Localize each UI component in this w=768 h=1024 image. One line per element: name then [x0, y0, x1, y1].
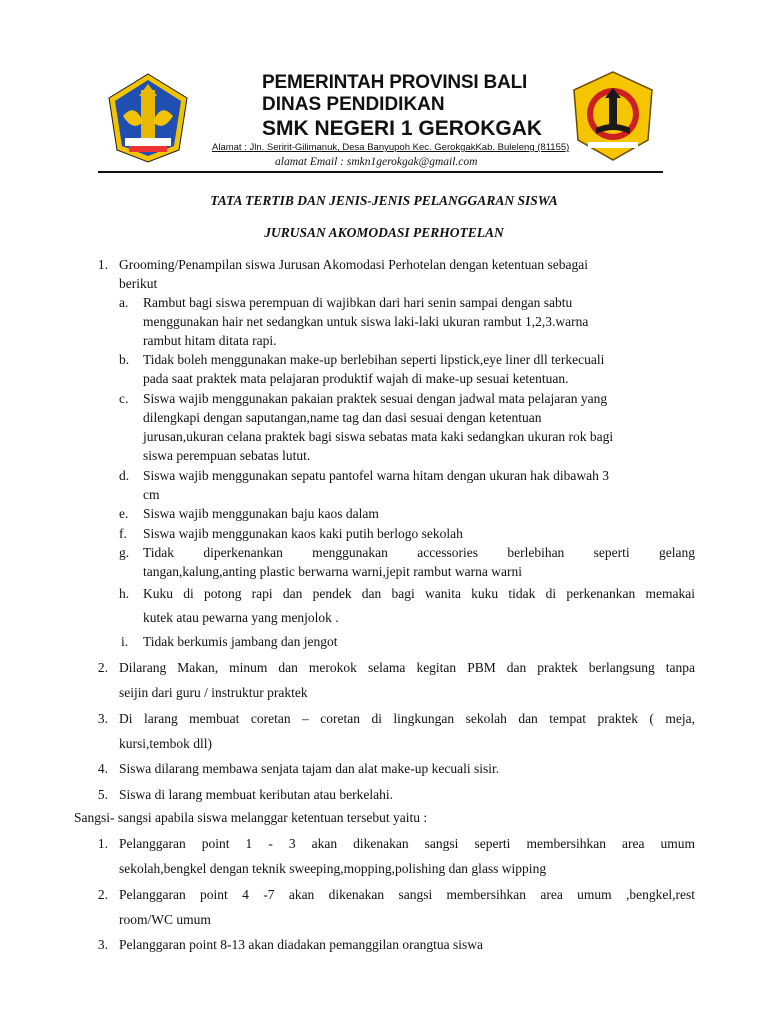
- sub-item-text: pada saat praktek mata pelajaran produktif wajah di make-up sesuai ketentuan.: [143, 371, 569, 386]
- sanction-text: Pelanggaran point 8-13 akan diadakan pemanggilan orangtua siswa: [119, 937, 484, 952]
- list-number: 2.: [97, 660, 108, 675]
- sub-label: f.: [119, 526, 127, 541]
- sub-item-text: Tidak diperkenankan menggunakan accessories berlebihan seperti gelang: [143, 545, 695, 560]
- sanction-text: Pelanggaran point 4 -7 akan dikenakan sangsi membersihkan area umum ,bengkel,rest: [119, 887, 695, 902]
- sub-item-text: Kuku di potong rapi dan pendek dan bagi wanita kuku tidak di perkenankan memakai: [143, 586, 695, 601]
- sanction-number: 2.: [97, 887, 108, 902]
- sub-item-text: Tidak berkumis jambang dan jengot: [143, 634, 338, 649]
- sanction-intro: Sangsi- sangsi apabila siswa melanggar ketentuan tersebut yaitu :: [74, 810, 428, 825]
- sanction-number: 3.: [97, 937, 108, 952]
- sub-label: i.: [121, 634, 129, 649]
- list-item-text: Siswa dilarang membawa senjata tajam dan alat make-up kecuali sisir.: [119, 761, 500, 776]
- sub-item-text: cm: [143, 487, 160, 502]
- letterhead-line3: SMK NEGERI 1 GEROKGAK: [262, 117, 543, 140]
- sub-label: c.: [119, 391, 129, 406]
- letterhead: [212, 72, 572, 170]
- sub-label: a.: [119, 295, 129, 310]
- letterhead-line1: PEMERINTAH PROVINSI BALI: [262, 72, 528, 93]
- list-number: 1.: [97, 257, 108, 272]
- document-subtitle: JURUSAN AKOMODASI PERHOTELAN: [264, 225, 504, 240]
- sanction-text: sekolah,bengkel dengan teknik sweeping,mopping,polishing dan glass wipping: [119, 861, 547, 876]
- list-item-text: Siswa di larang membuat keributan atau berkelahi.: [119, 787, 394, 802]
- sub-label: g.: [119, 545, 130, 560]
- list-number: 3.: [97, 711, 108, 726]
- sub-item-text: siswa perempuan sebatas lutut.: [143, 448, 311, 463]
- bali-province-crest-icon: [105, 72, 191, 164]
- list-number: 5.: [97, 787, 108, 802]
- sub-item-text: Tidak boleh menggunakan make-up berlebihan seperti lipstick,eye liner dll terkecuali: [143, 352, 605, 367]
- list-item-text: Grooming/Penampilan siswa Jurusan Akomodasi Perhotelan dengan ketentuan sebagai: [119, 257, 589, 272]
- sanction-text: Pelanggaran point 1 - 3 akan dikenakan sangsi seperti membersihkan area umum: [119, 836, 695, 851]
- list-item-text: kursi,tembok dll): [119, 736, 212, 751]
- sub-item-text: menggunakan hair net sedangkan untuk siswa laki-laki ukuran rambut 1,2,3.warna: [143, 314, 589, 329]
- sub-item-text: kutek atau pewarna yang menjolok .: [143, 610, 339, 625]
- school-crest-icon: [568, 70, 658, 162]
- sub-item-text: Siswa wajib menggunakan baju kaos dalam: [143, 506, 379, 521]
- list-item-text: berikut: [119, 276, 158, 291]
- document-title: TATA TERTIB DAN JENIS-JENIS PELANGGARAN SISWA: [210, 193, 558, 208]
- list-item-text: Di larang membuat coretan – coretan di lingkungan sekolah dan tempat praktek ( meja,: [119, 711, 695, 726]
- list-number: 4.: [97, 761, 108, 776]
- sub-item-text: dilengkapi dengan saputangan,name tag dan dasi sesuai dengan ketentuan: [143, 410, 542, 425]
- sanction-text: room/WC umum: [119, 912, 211, 927]
- sanction-number: 1.: [97, 836, 108, 851]
- sub-item-text: jurusan,ukuran celana praktek bagi siswa sebatas mata kaki sedangkan ukuran rok bagi: [143, 429, 614, 444]
- list-item-text: seijin dari guru / instruktur praktek: [119, 685, 308, 700]
- list-item-text: Dilarang Makan, minum dan merokok selama kegitan PBM dan praktek berlangsung tanpa: [119, 660, 695, 675]
- sub-item-text: Siswa wajib menggunakan sepatu pantofel warna hitam dengan ukuran hak dibawah 3: [143, 468, 609, 483]
- sub-label: h.: [119, 586, 130, 601]
- letterhead-address: Alamat : Jln. Seririt-Gilimanuk, Desa Banyupoh Kec. GerokgakKab. Buleleng (81155): [212, 142, 570, 153]
- letterhead-rule: [98, 171, 663, 173]
- sub-item-text: Rambut bagi siswa perempuan di wajibkan dari hari senin sampai dengan sabtu: [143, 295, 573, 310]
- sub-item-text: rambut hitam ditata rapi.: [143, 333, 277, 348]
- sub-item-text: Siswa wajib menggunakan kaos kaki putih berlogo sekolah: [143, 526, 463, 541]
- sub-item-text: Siswa wajib menggunakan pakaian praktek sesuai dengan jadwal mata pelajaran yang: [143, 391, 608, 406]
- sub-label: e.: [119, 506, 129, 521]
- sub-label: b.: [119, 352, 130, 367]
- sub-label: d.: [119, 468, 130, 483]
- letterhead-line2: DINAS PENDIDIKAN: [262, 94, 445, 115]
- letterhead-email: alamat Email : smkn1gerokgak@gmail.com: [275, 156, 478, 168]
- sub-item-text: tangan,kalung,anting plastic berwarna warni,jepit rambut warna warni: [143, 564, 522, 579]
